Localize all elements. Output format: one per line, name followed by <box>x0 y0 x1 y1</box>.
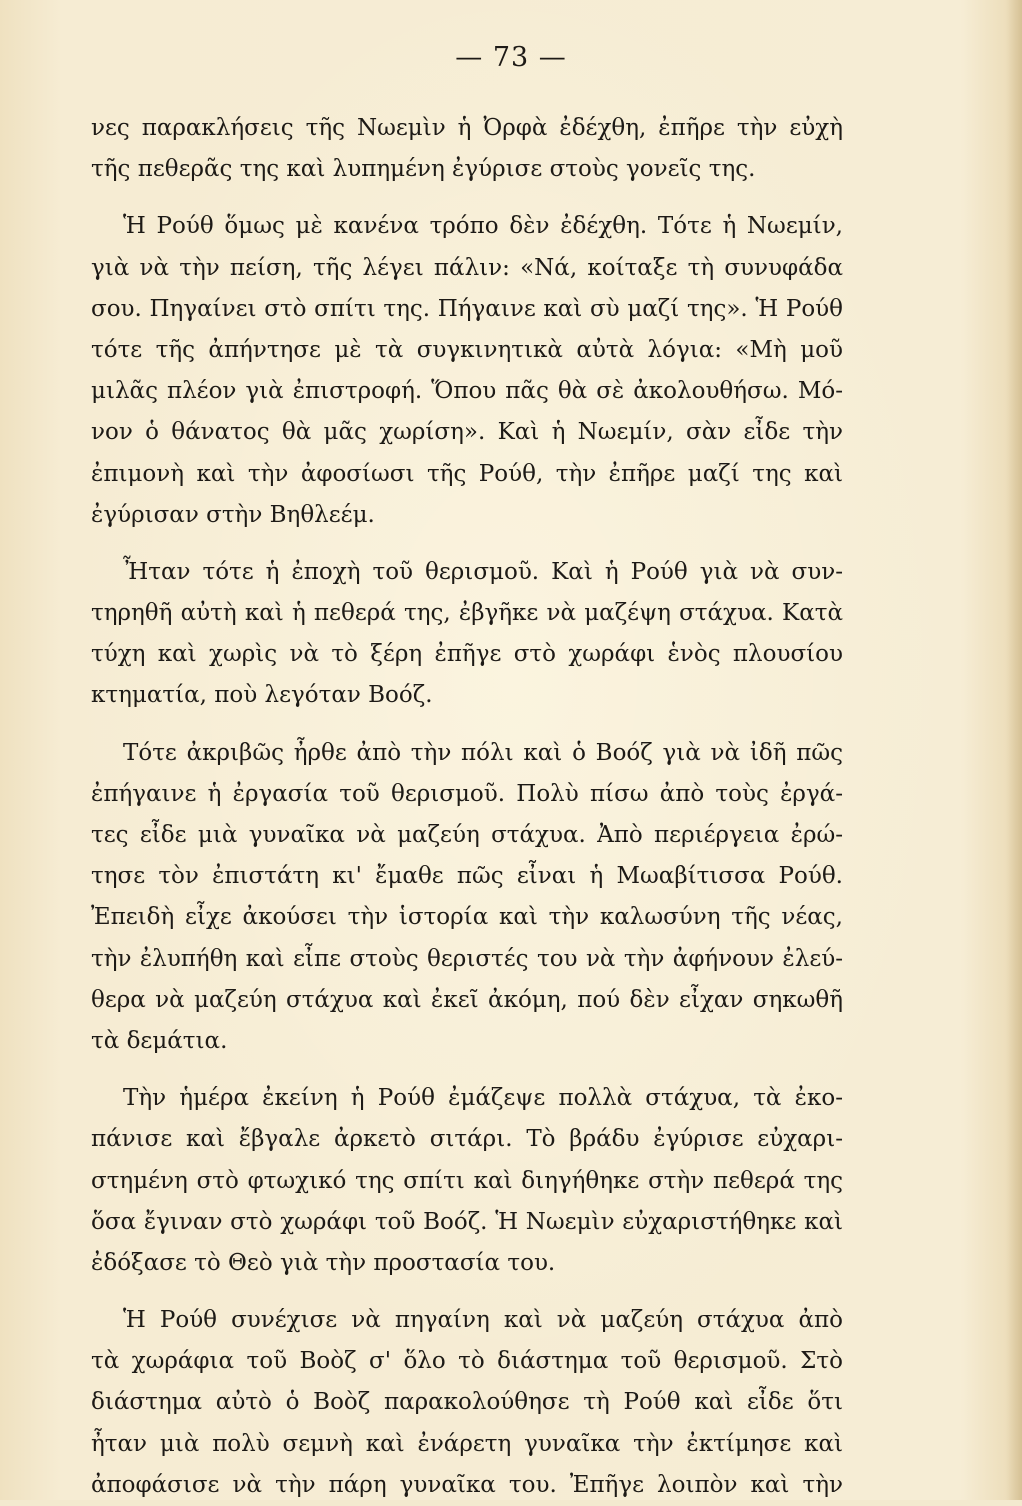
text-line: τησε τὸν ἐπιστάτη κι' ἔμαθε πῶς εἶναι ἡ Μωαβίτισσα Ρούθ. <box>91 863 843 890</box>
text-line: ἦταν μιὰ πολὺ σεμνὴ καὶ ἐνάρετη γυναῖκα τὴν ἐκτίμησε καὶ <box>91 1430 843 1457</box>
page-number: — 73 — <box>455 42 567 73</box>
body-text <box>91 108 843 1506</box>
paragraph <box>91 1300 843 1506</box>
paragraph <box>91 206 843 536</box>
text-line: ἐγύρισαν στὴν Βηθλεέμ. <box>91 501 375 528</box>
text-line: ἐπιμονὴ καὶ τὴν ἀφοσίωσι τῆς Ρούθ, τὴν ἐπῆρε μαζί της καὶ <box>91 460 843 487</box>
text-line: ἐπήγαινε ἡ ἐργασία τοῦ θερισμοῦ. Πολὺ πίσω ἀπὸ τοὺς ἐργά- <box>91 780 843 807</box>
text-line: κτηματία, ποὺ λεγόταν Βοόζ. <box>91 682 433 709</box>
text-line: Τὴν ἡμέρα ἐκείνη ἡ Ρούθ ἐμάζεψε πολλὰ στάχυα, τὰ ἐκο- <box>123 1085 843 1112</box>
text-line: νες παρακλήσεις τῆς Νωεμὶν ἡ Ὀρφὰ ἐδέχθη, ἐπῆρε τὴν εὐχὴ <box>91 115 843 141</box>
text-line: τὴν ἐλυπήθη καὶ εἶπε στοὺς θεριστές του νὰ τὴν ἀφήνουν ἐλεύ- <box>91 945 843 972</box>
text-line: μιλᾶς πλέον γιὰ ἐπιστροφή. Ὅπου πᾶς θὰ σὲ ἀκολουθήσω. Μό- <box>91 378 843 405</box>
text-line: τὰ χωράφια τοῦ Βοὸζ σ' ὅλο τὸ διάστημα τοῦ θερισμοῦ. Στὸ <box>91 1348 843 1375</box>
text-line: Ἡ Ρούθ ὅμως μὲ κανένα τρόπο δὲν ἐδέχθη. Τότε ἡ Νωεμίν, <box>123 213 843 240</box>
text-line: θερα νὰ μαζεύη στάχυα καὶ ἐκεῖ ἀκόμη, πού δὲν εἶχαν σηκωθῆ <box>91 986 843 1013</box>
text-line: διάστημα αὐτὸ ὁ Βοὸζ παρακολούθησε τὴ Ρούθ καὶ εἶδε ὅτι <box>91 1389 843 1416</box>
text-line: γιὰ νὰ τὴν πείση, τῆς λέγει πάλιν: «Νά, κοίταξε τὴ συνυφάδα <box>91 254 843 281</box>
paragraph <box>91 108 843 190</box>
paragraph <box>91 552 843 717</box>
paragraph <box>91 1078 843 1284</box>
text-line: Ἡ Ρούθ συνέχισε νὰ πηγαίνη καὶ νὰ μαζεύη στάχυα ἀπὸ <box>123 1307 843 1334</box>
text-line: Ἦταν τότε ἡ ἐποχὴ τοῦ θερισμοῦ. Καὶ ἡ Ρούθ γιὰ νὰ συν- <box>123 558 843 585</box>
text-line: νον ὁ θάνατος θὰ μᾶς χωρίση». Καὶ ἡ Νωεμίν, σὰν εἶδε τὴν <box>91 419 843 446</box>
text-line: τύχη καὶ χωρὶς νὰ τὸ ξέρη ἐπῆγε στὸ χωράφι ἑνὸς πλουσίου <box>91 641 843 668</box>
text-line: ὅσα ἔγιναν στὸ χωράφι τοῦ Βοόζ. Ἡ Νωεμὶν εὐχαριστήθηκε καὶ <box>91 1208 843 1235</box>
text-line: ἐδόξασε τὸ Θεὸ γιὰ τὴν προστασία του. <box>91 1249 556 1276</box>
paragraph-gap <box>91 190 843 206</box>
paragraph-gap <box>91 1284 843 1300</box>
text-line: Τότε ἀκριβῶς ἦρθε ἀπὸ τὴν πόλι καὶ ὁ Βοόζ γιὰ νὰ ἰδῆ πῶς <box>123 739 843 766</box>
paragraph <box>91 733 843 1063</box>
text-line: στημένη στὸ φτωχικό της σπίτι καὶ διηγήθηκε στὴν πεθερά της <box>91 1167 843 1194</box>
text-line: τὰ δεμάτια. <box>91 1027 228 1054</box>
paragraph-gap <box>91 536 843 552</box>
text-line: τῆς πεθερᾶς της καὶ λυπημένη ἐγύρισε στοὺς γονεῖς της. <box>91 156 756 183</box>
text-line: πάνισε καὶ ἔβγαλε ἀρκετὸ σιτάρι. Τὸ βράδυ ἐγύρισε εὐχαρι- <box>91 1126 843 1153</box>
text-line: Ἐπειδὴ εἶχε ἀκούσει τὴν ἱστορία καὶ τὴν καλωσύνη τῆς νέας, <box>91 904 843 931</box>
paragraph-gap <box>91 1062 843 1078</box>
text-line: τηρηθῆ αὐτὴ καὶ ἡ πεθερά της, ἐβγῆκε νὰ μαζέψη στάχυα. Κατὰ <box>91 600 843 627</box>
text-line: τότε τῆς ἀπήντησε μὲ τὰ συγκινητικὰ αὐτὰ λόγια: «Μὴ μοῦ <box>91 336 843 363</box>
text-line: ἀποφάσισε νὰ τὴν πάρη γυναῖκα του. Ἐπῆγε λοιπὸν καὶ τὴν <box>91 1471 843 1498</box>
page-edge-shadow <box>1006 0 1022 1500</box>
paragraph-gap <box>91 717 843 733</box>
text-line: τες εἶδε μιὰ γυναῖκα νὰ μαζεύη στάχυα. Ἀπὸ περιέργεια ἐρώ- <box>91 822 843 848</box>
text-line: σου. Πηγαίνει στὸ σπίτι της. Πήγαινε καὶ σὺ μαζί της». Ἡ Ρούθ <box>91 295 843 322</box>
